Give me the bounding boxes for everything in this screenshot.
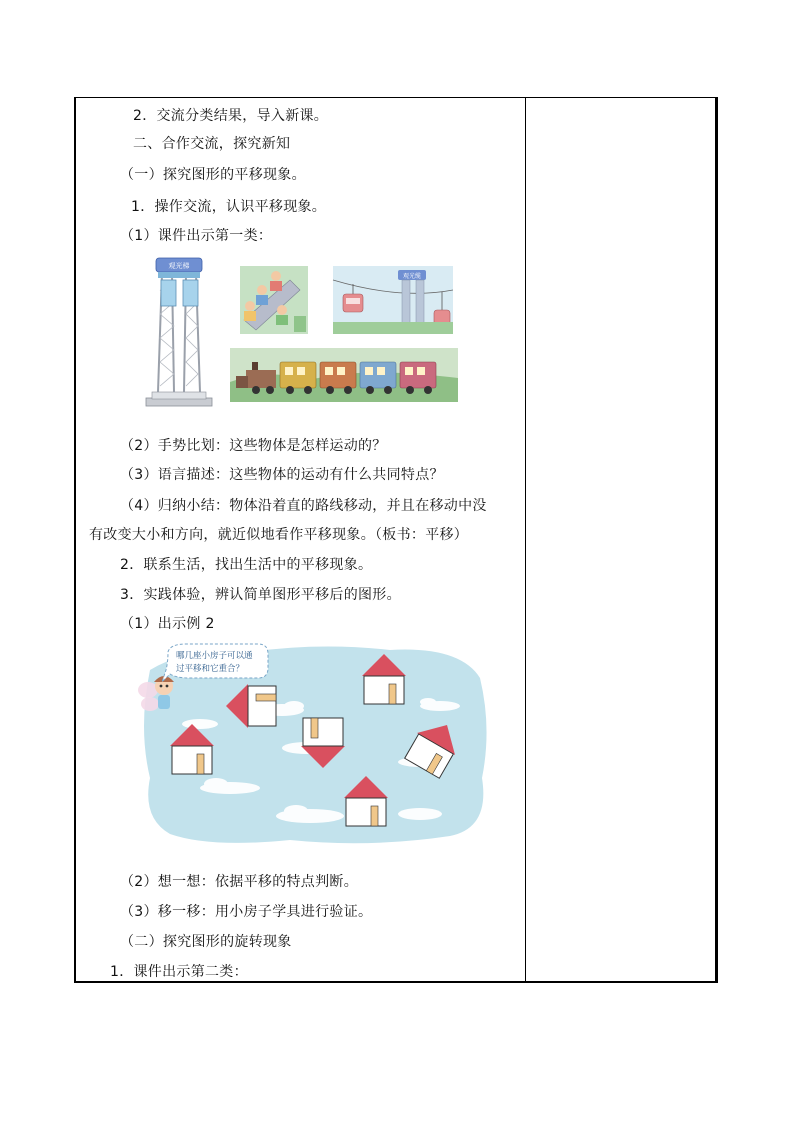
slide-children-illustration [240,266,308,334]
text-line-15: （二）探究图形的旋转现象 [120,934,292,950]
text-line-3: （一）探究图形的平移现象。 [120,167,306,183]
translation-objects-figure [140,250,470,410]
fairy-character-illustration [138,676,174,711]
text-line-9: 有改变大小和方向，就近似地看作平移现象。（板书：平移） [89,527,469,543]
elevator-tower-illustration [146,258,212,406]
text-line-13: （2）想一想：依据平移的特点判断。 [120,874,359,890]
cable-car-illustration [333,266,453,334]
text-line-8: （4）归纳小结：物体沿着直的路线移动，并且在移动中没 [120,498,487,514]
text-line-14: （3）移一移：用小房子学具进行验证。 [120,904,373,920]
text-line-16: 1．课件出示第二类： [110,964,248,980]
text-line-7: （3）语言描述：这些物体的运动有什么共同特点？ [120,467,444,483]
train-illustration [230,348,458,402]
speech-bubble-line-2: 过平移和它重合？ [176,664,245,674]
elevator-sign-text: 观光梯 [168,262,190,270]
text-line-12: （1）出示例 2 [120,616,215,632]
cable-sign-text: 观光缆 [402,273,422,280]
table-column-divider [525,97,526,983]
table-left-border [74,97,76,983]
table-right-border [715,97,718,983]
text-line-5: （1）课件出示第一类： [120,228,273,244]
text-line-1: 2．交流分类结果，导入新课。 [133,108,329,124]
text-line-4: 1．操作交流，认识平移现象。 [131,199,327,215]
text-line-11: 3．实践体验，辨认简单图形平移后的图形。 [120,587,401,603]
example2-houses-figure [130,638,490,846]
speech-bubble-line-1: 哪几座小房子可以通 [176,651,253,661]
speech-bubble [162,644,268,682]
text-line-6: （2）手势比划：这些物体是怎样运动的？ [120,438,387,454]
text-line-10: 2．联系生活，找出生活中的平移现象。 [120,557,373,573]
text-line-2: 二、合作交流，探究新知 [133,136,291,152]
table-top-border [74,97,718,98]
